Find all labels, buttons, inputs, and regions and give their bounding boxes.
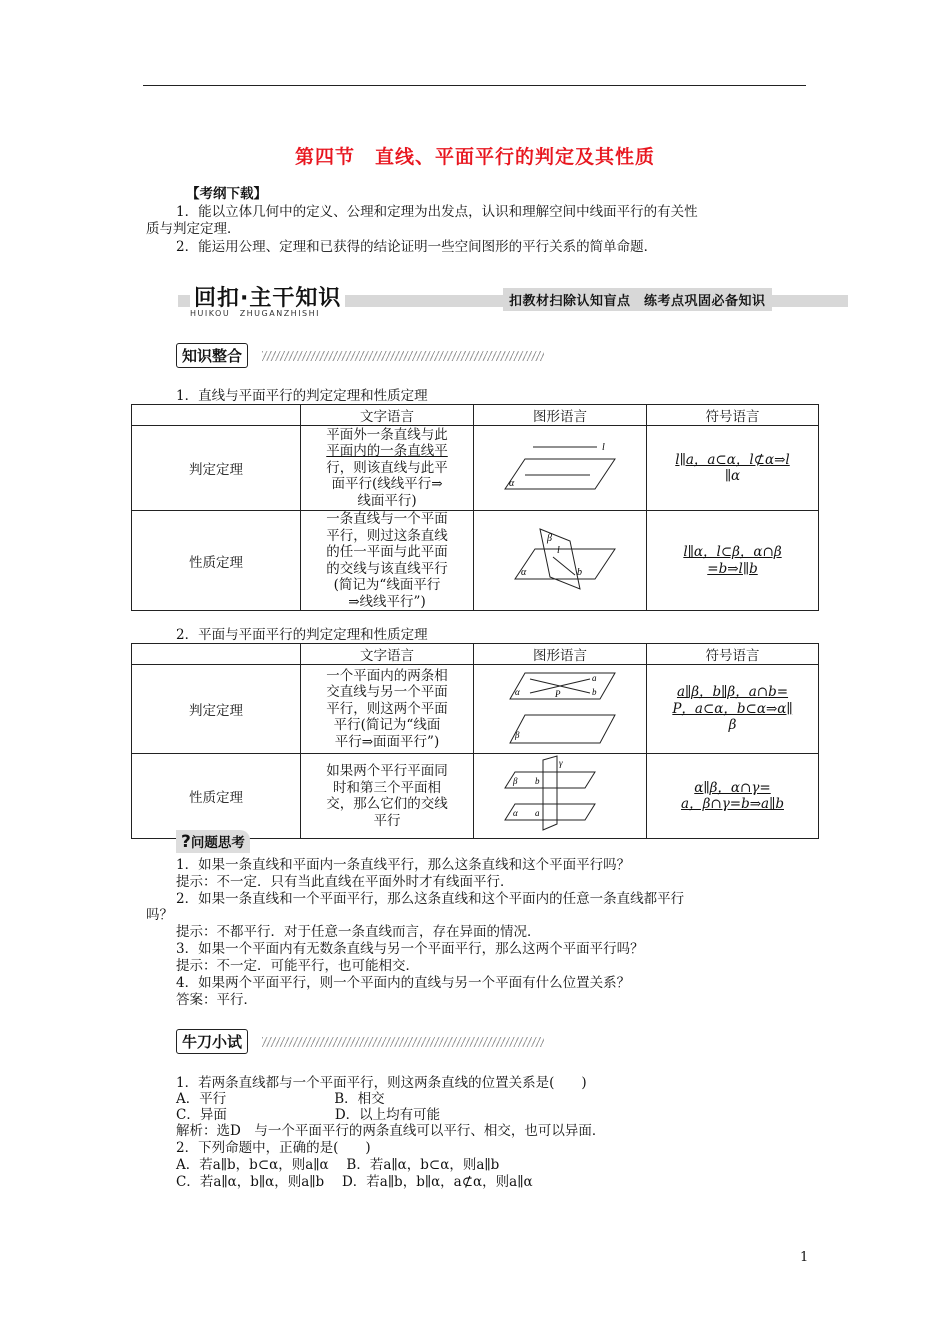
text-line: ⇒线线平行”)	[348, 593, 426, 610]
text-line: 行，则该直线与此平	[326, 459, 448, 476]
exercise-line: 1．若两条直线都与一个平面平行，则这两条直线的位置关系是( )	[176, 1075, 587, 1091]
symbol-line: a，β∩γ=b⇒a∥b	[681, 796, 784, 812]
symbol-cell	[647, 754, 819, 839]
theorem-name: 判定定理	[132, 665, 301, 754]
plane-cut-by-third-figure	[495, 754, 625, 834]
tag-label: ?问题思考	[176, 830, 250, 853]
theorem-name: 判定定理	[132, 426, 301, 511]
text-line: 一条直线与一个平面	[326, 511, 448, 527]
option-line: C．异面 D．以上均有可能	[176, 1107, 441, 1123]
practice-tag	[176, 1029, 556, 1053]
svg-text:b: b	[592, 687, 597, 697]
text-line: 交，那么它们的交线	[326, 796, 448, 812]
symbol-line: β	[728, 717, 737, 734]
symbol-line: a∥β，b∥β，a∩b=	[676, 684, 789, 701]
svg-text:α: α	[509, 478, 515, 489]
hint-line: 提示：不一定．可能平行，也可能相交．	[176, 958, 419, 974]
tag-hatch	[262, 1037, 544, 1047]
text-line: 一个平面内的两条相	[326, 667, 448, 684]
answer-line: 答案：平行．	[176, 992, 257, 1008]
symbol-cell	[647, 665, 819, 754]
text-line: 平行⇒面面平行”)	[334, 733, 440, 750]
theorem-name: 性质定理	[132, 754, 301, 839]
question-line: 2．如果一条直线和一个平面平行，那么这条直线和这个平面内的任意一条直线都平行	[176, 891, 685, 907]
header-cell: 图形语言	[474, 405, 647, 426]
text-line: 平行(简记为“线面	[333, 717, 441, 734]
questions-tag	[176, 830, 296, 854]
outline-line: 2．能运用公理、定理和已获得的结论证明一些空间图形的平行关系的简单命题．	[176, 239, 658, 255]
symbol-line: =b⇒l∥b	[707, 560, 758, 577]
outline-line: 质与判定定理．	[146, 221, 241, 237]
text-line: 平行，则这两个平面	[326, 700, 448, 717]
figure-cell	[474, 754, 647, 839]
svg-text:l: l	[602, 442, 605, 453]
svg-text:b: b	[535, 776, 540, 786]
text-line: 的交线与该直线平行	[326, 560, 448, 577]
svg-text:β: β	[515, 730, 520, 740]
symbol-cell	[647, 511, 819, 611]
figure-cell	[474, 665, 647, 754]
text-language-cell	[301, 754, 474, 839]
text-line: 交直线与另一个平面	[326, 684, 448, 701]
text-language-cell	[301, 426, 474, 511]
text-line: 如果两个平行平面同	[326, 763, 448, 779]
page-number: 1	[800, 1250, 809, 1265]
line-plane-table	[131, 404, 819, 611]
symbol-line: P，a⊂α，b⊂α⇒α∥	[672, 700, 793, 717]
figure-cell	[474, 426, 647, 511]
text-line: 平行	[373, 812, 401, 829]
svg-text:a: a	[535, 808, 540, 818]
banner-pinyin: HUIKOU ZHUGANZHISHI	[190, 309, 321, 318]
question-line: 4．如果两个平面平行，则一个平面内的直线与另一个平面有什么位置关系？	[176, 975, 631, 991]
hint-line: 提示：不都平行．对于任意一条直线而言，存在异面的情况．	[176, 924, 541, 940]
text-line: (简记为“线面平行	[333, 577, 441, 593]
svg-text:α: α	[521, 566, 527, 578]
text-line: 线面平行)	[357, 492, 417, 509]
question-line: 吗？	[146, 907, 173, 923]
table-caption: 2．平面与平面平行的判定定理和性质定理	[176, 627, 428, 643]
symbol-line: l∥a，a⊂α，l⊄α⇒l	[675, 451, 790, 468]
exercise-line: 2．下列命题中，正确的是( )	[176, 1140, 371, 1156]
symbol-line: l∥α，l⊂β，α∩β	[683, 544, 782, 560]
svg-text:b: b	[577, 566, 582, 578]
option-line: A．平行 B．相交	[176, 1091, 385, 1107]
text-line: 平面外一条直线与此	[326, 426, 448, 443]
parallel-planes-figure	[495, 665, 625, 749]
question-line: 3．如果一个平面内有无数条直线与另一个平面平行，那么这两个平面平行吗？	[176, 941, 644, 957]
section-banner	[178, 283, 848, 319]
text-language-cell	[301, 511, 474, 611]
outline-heading: 【考纲下载】	[186, 186, 267, 202]
svg-text:α: α	[513, 808, 518, 818]
svg-text:P: P	[555, 689, 561, 699]
tag-label: 知识整合	[176, 343, 248, 368]
header-cell: 文字语言	[301, 644, 474, 665]
text-line: 面平行(线线平行⇒	[331, 476, 443, 493]
text-language-cell	[301, 665, 474, 754]
header-cell	[132, 644, 301, 665]
svg-text:β: β	[513, 776, 518, 786]
theorem-name: 性质定理	[132, 511, 301, 611]
hint-line: 提示：不一定．只有当此直线在平面外时才有线面平行．	[176, 874, 514, 890]
text-line: 的任一平面与此平面	[326, 544, 448, 560]
svg-text:α: α	[515, 687, 520, 697]
plane-plane-table	[131, 643, 819, 839]
symbol-line: ∥α	[724, 468, 741, 484]
symbol-cell	[647, 426, 819, 511]
option-line: A．若a∥b，b⊂α，则a∥α B．若a∥α，b⊂α，则a∥b	[176, 1157, 500, 1173]
figure-cell	[474, 511, 647, 611]
svg-text:a: a	[592, 673, 597, 683]
header-cell: 文字语言	[301, 405, 474, 426]
outline-line: 1．能以立体几何中的定义、公理和定理为出发点，认识和理解空间中线面平行的有关性	[176, 204, 698, 220]
option-line: C．若a∥α，b∥α，则a∥b D．若a∥b，b∥α，a⊄α，则a∥α	[176, 1174, 533, 1190]
text-line: 平行，则过这条直线	[326, 527, 448, 544]
tag-label: 牛刀小试	[176, 1029, 248, 1054]
tag-hatch	[262, 351, 544, 361]
line-parallel-plane-figure	[495, 431, 625, 501]
banner-slogan: 扣教材扫除认知盲点 练考点巩固必备知识	[503, 288, 772, 311]
text-line: 时和第三个平面相	[333, 779, 441, 796]
section-title: 第四节 直线、平面平行的判定及其性质	[294, 146, 655, 168]
svg-text:γ: γ	[559, 758, 563, 768]
text-line: 平面内的一条直线平	[326, 443, 448, 460]
svg-text:β: β	[547, 532, 552, 544]
header-cell: 图形语言	[474, 644, 647, 665]
header-cell: 符号语言	[647, 644, 819, 665]
knowledge-tag	[176, 343, 556, 367]
symbol-line: α∥β，α∩γ=	[694, 779, 771, 796]
svg-text:l: l	[557, 544, 560, 556]
banner-title: 回扣·主干知识	[190, 281, 345, 312]
question-icon: ?	[181, 832, 191, 852]
table-caption: 1．直线与平面平行的判定定理和性质定理	[176, 388, 428, 404]
solution-line: 解析：选D 与一个平面平行的两条直线可以平行、相交，也可以异面．	[176, 1123, 606, 1139]
question-line: 1．如果一条直线和平面内一条直线平行，那么这条直线和这个平面平行吗？	[176, 857, 631, 873]
header-rule	[143, 85, 806, 86]
header-cell: 符号语言	[647, 405, 819, 426]
header-cell	[132, 405, 301, 426]
intersecting-planes-figure	[495, 519, 625, 599]
